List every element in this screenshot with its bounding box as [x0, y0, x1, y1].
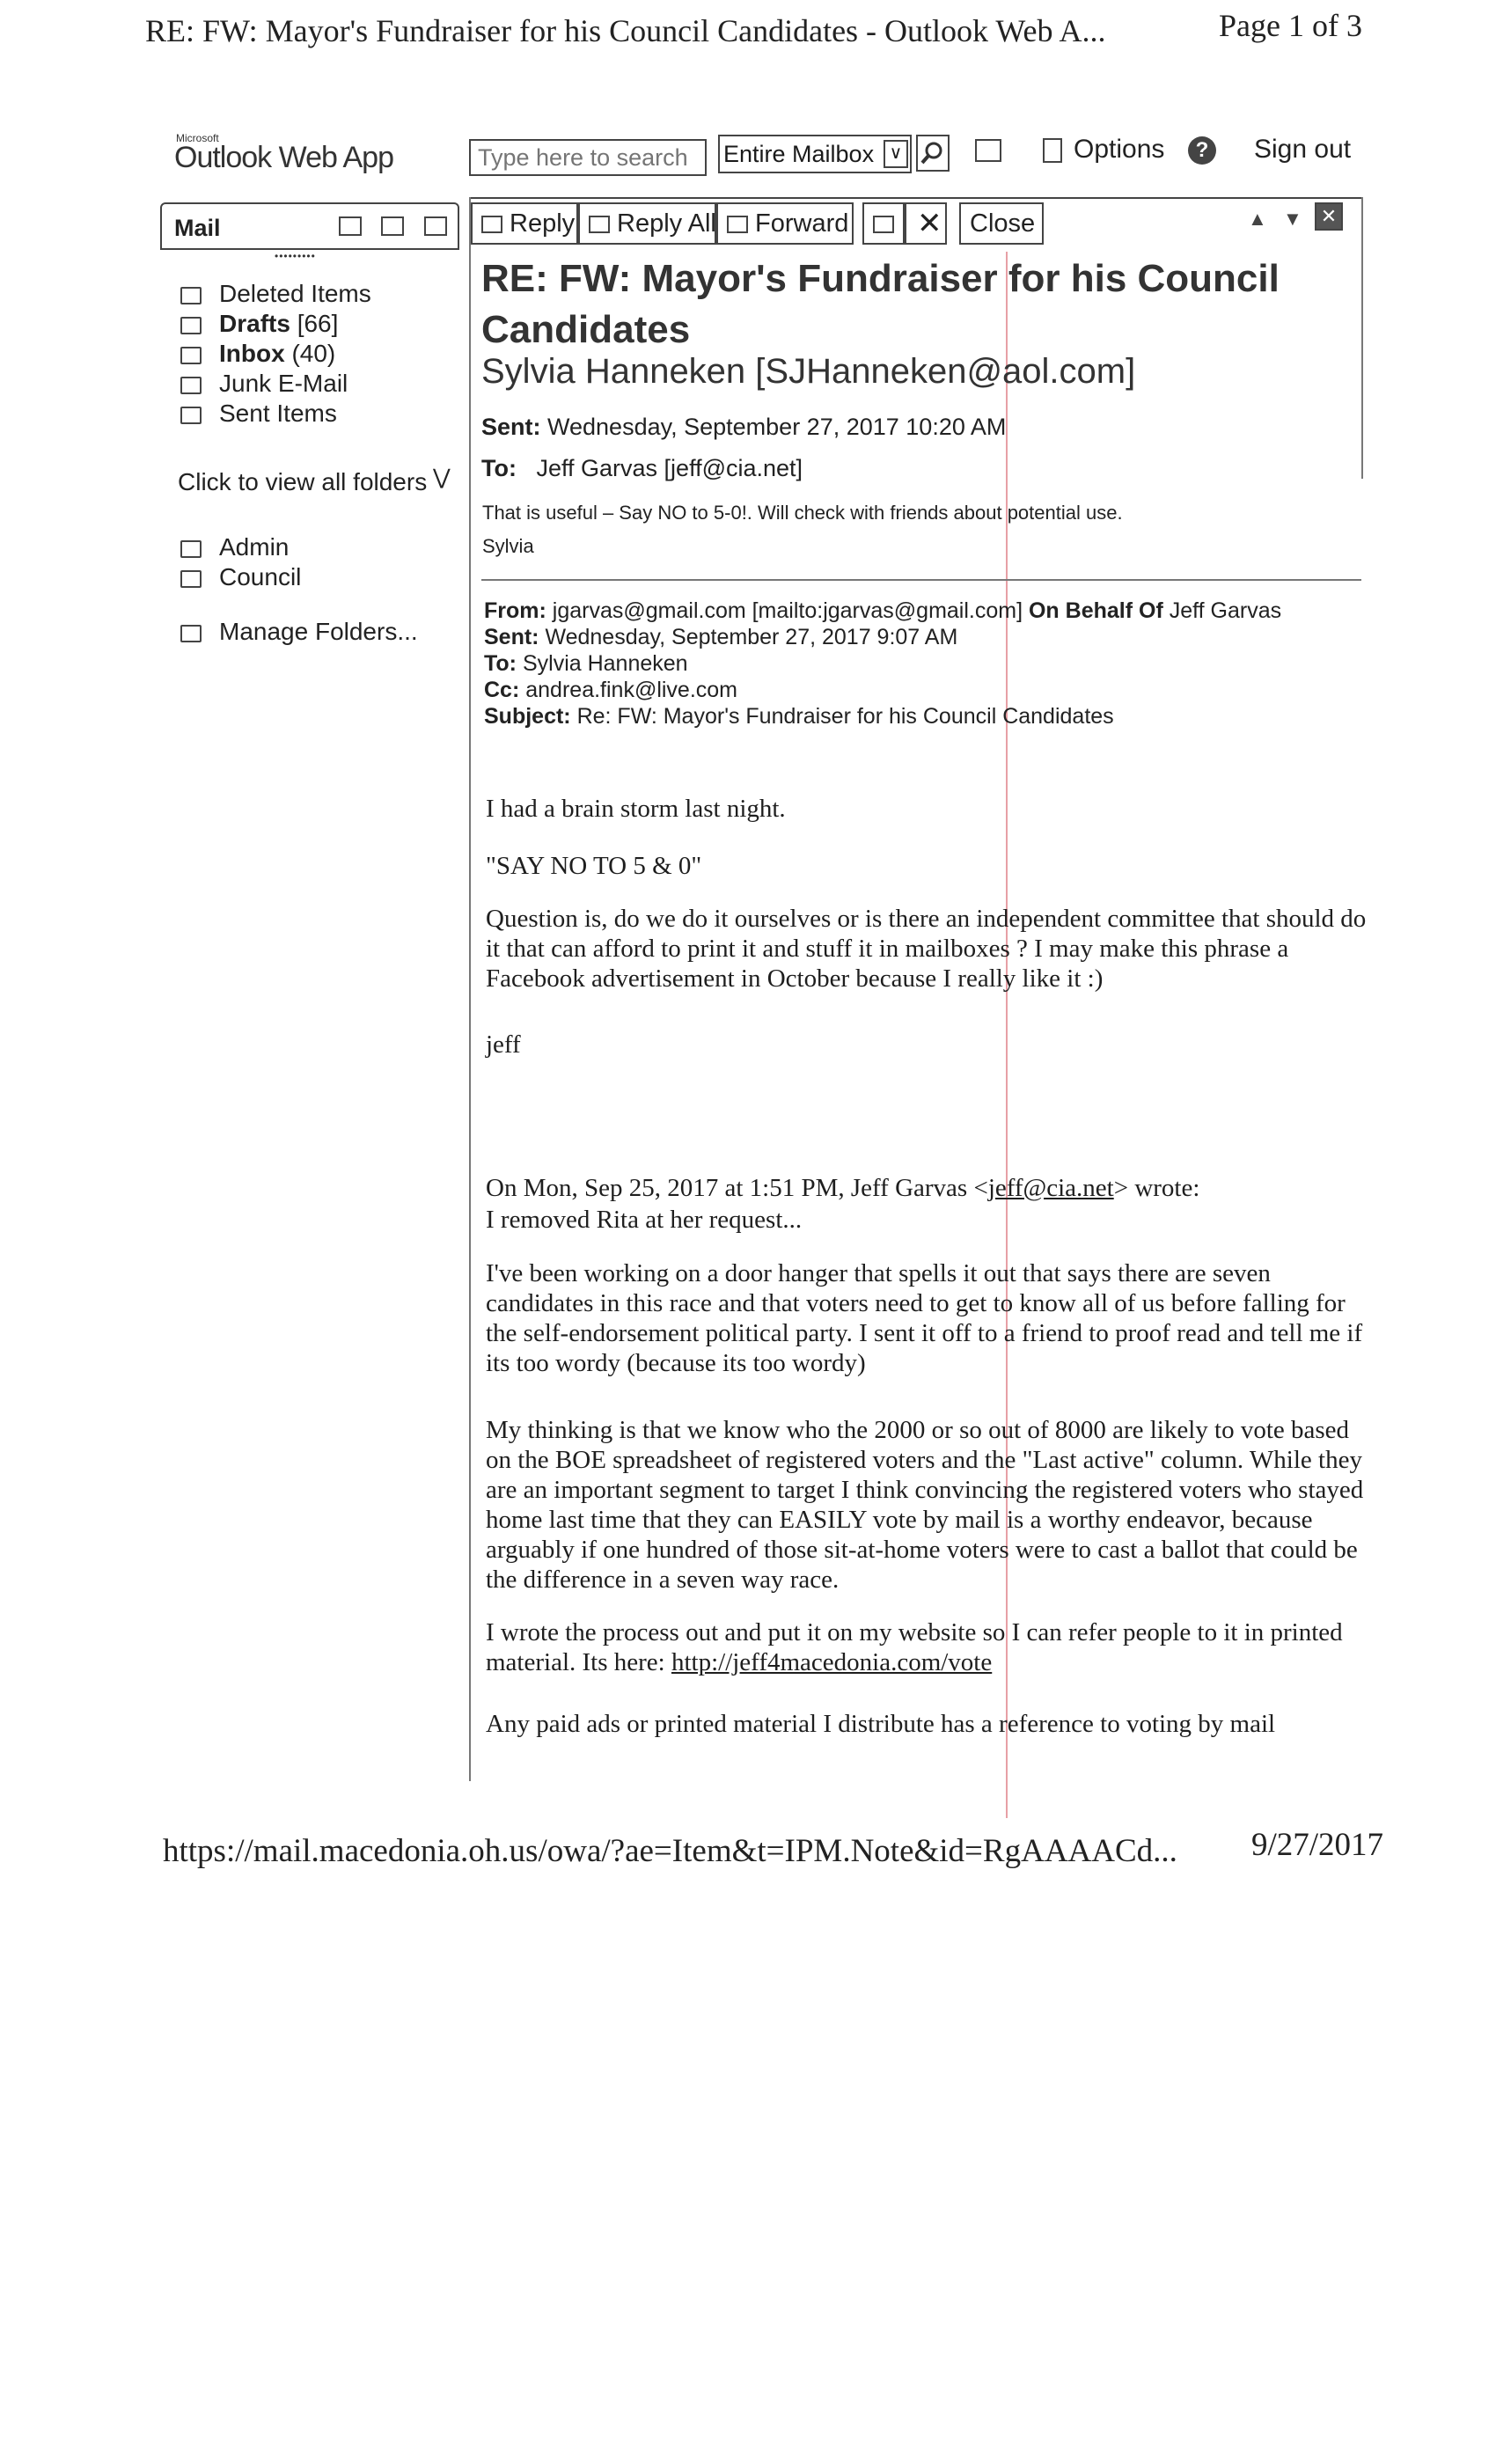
move-icon: [873, 216, 894, 233]
email-link[interactable]: jeff@cia.net: [987, 1174, 1114, 1202]
recipient[interactable]: Jeff Garvas [jeff@cia.net]: [536, 455, 803, 481]
folder-sent-items[interactable]: Sent Items: [180, 400, 337, 428]
drafts-icon: [180, 317, 202, 334]
chevron-down-icon[interactable]: ∨: [884, 140, 908, 168]
folder-admin[interactable]: Admin: [180, 533, 289, 561]
address-book-icon[interactable]: [975, 139, 1001, 162]
previous-item-icon[interactable]: ▲: [1248, 208, 1267, 230]
sign-out-link[interactable]: Sign out: [1254, 135, 1352, 164]
print-date: 9/27/2017: [1251, 1827, 1384, 1863]
forward-icon: [727, 216, 748, 233]
resize-handle[interactable]: •••••••••: [275, 250, 316, 262]
message-sender: Sylvia Hanneken [SJHanneken@aol.com]: [481, 352, 1136, 391]
calendar-icon[interactable]: [381, 216, 404, 236]
search-icon: [918, 136, 948, 170]
next-item-icon[interactable]: ▼: [1283, 208, 1302, 230]
delete-icon[interactable]: ✕: [905, 202, 947, 245]
body-paragraph: I've been working on a door hanger that spells it out that says there are seven candidates in this race and that voters need to get to know all of us before falling for the self-endorsement political party. I sent it off to a friend to proof read and tell me if its too wordy (because its too wordy): [486, 1259, 1363, 1377]
sent-icon: [180, 407, 202, 424]
reading-pane-border: [1361, 197, 1363, 479]
microsoft-logo-text: Microsoft: [176, 132, 219, 144]
app-logo: Outlook Web App: [174, 141, 393, 174]
body-paragraph: I wrote the process out and put it on my website so I can refer people to it in printed material. Its here: http://jeff4macedonia.com/vote: [486, 1618, 1343, 1676]
search-scope-value: Entire Mailbox: [723, 141, 875, 167]
quote-divider: [481, 579, 1361, 581]
folder-icon: [180, 570, 202, 588]
message-subject: RE: FW: Mayor's Fundraiser for his Council Candidates: [481, 257, 1280, 351]
view-all-folders-link[interactable]: Click to view all folders: [178, 468, 428, 495]
reply-attribution: On Mon, Sep 25, 2017 at 1:51 PM, Jeff Garvas <jeff@cia.net> wrote:: [486, 1174, 1200, 1202]
search-scope-select[interactable]: [718, 135, 912, 173]
message-to-line: To: Jeff Garvas [jeff@cia.net]: [481, 455, 803, 481]
close-icon[interactable]: ✕: [1315, 202, 1343, 231]
body-paragraph: I removed Rita at her request...: [486, 1206, 803, 1234]
print-url: https://mail.macedonia.oh.us/owa/?ae=Item&t=IPM.Note&id=RgAAAACd...: [163, 1833, 1177, 1869]
mail-title: Mail: [174, 215, 221, 241]
new-mail-icon[interactable]: [339, 216, 362, 236]
body-paragraph: "SAY NO TO 5 & 0": [486, 852, 702, 880]
quoted-cc: Cc: andrea.fink@live.com: [484, 678, 738, 702]
search-input[interactable]: [469, 139, 707, 176]
reply-button[interactable]: Reply: [471, 202, 578, 245]
reading-pane-border: [469, 197, 1361, 199]
print-title: RE: FW: Mayor's Fundraiser for his Council Candidates - Outlook Web A...: [145, 13, 1106, 48]
folder-icon: [180, 540, 202, 558]
body-paragraph: Question is, do we do it ourselves or is there an independent committee that should do it that can afford to print it and stuff it in mailboxes ? I may make this phrase a Facebook advertisement in October because I really like it :): [486, 905, 1367, 993]
forward-button[interactable]: Forward: [716, 202, 854, 245]
double-chevron-down-icon[interactable]: ⋁: [433, 466, 451, 489]
close-button[interactable]: Close: [959, 202, 1044, 245]
trash-icon: [180, 287, 202, 304]
search-button[interactable]: [916, 135, 950, 172]
reply-all-icon: [589, 216, 610, 233]
website-link[interactable]: http://jeff4macedonia.com/vote: [671, 1648, 993, 1676]
print-page-number: Page 1 of 3: [1219, 8, 1362, 43]
junk-icon: [180, 377, 202, 394]
message-sent-line: Sent: Wednesday, September 27, 2017 10:20 AM: [481, 414, 1007, 440]
manage-folders-icon: [180, 625, 202, 642]
folder-junk[interactable]: Junk E-Mail: [180, 370, 348, 398]
inbox-icon: [180, 347, 202, 364]
quoted-from: From: jgarvas@gmail.com [mailto:jgarvas@gmail.com] On Behalf Of Jeff Garvas: [484, 598, 1282, 623]
move-button[interactable]: [862, 202, 905, 245]
body-paragraph: My thinking is that we know who the 2000 or so out of 8000 are likely to vote based on the BOE spreadsheet of registered voters and the "Last active" column. While they are an important segment to target I think convincing the registered voters who stayed home last time that they can EASILY vote by mail is a worthy endeavor, because arguably if one hundred of those sit-at-home voters were to cast a ballot that could be the difference in a seven way race.: [486, 1416, 1364, 1594]
folder-drafts[interactable]: Drafts [66]: [180, 310, 338, 338]
quoted-to: To: Sylvia Hanneken: [484, 651, 688, 676]
contacts-icon[interactable]: [424, 216, 447, 236]
quoted-subject: Subject: Re: FW: Mayor's Fundraiser for his Council Candidates: [484, 704, 1114, 729]
reading-pane-border: [469, 197, 471, 1781]
body-paragraph: jeff: [486, 1030, 521, 1059]
options-icon[interactable]: [1043, 138, 1062, 163]
body-paragraph: I had a brain storm last night.: [486, 795, 786, 823]
message-signature: Sylvia: [482, 535, 534, 557]
folder-deleted-items[interactable]: Deleted Items: [180, 280, 371, 308]
options-link[interactable]: Options: [1074, 135, 1165, 164]
manage-folders-link[interactable]: Manage Folders...: [180, 618, 418, 646]
reply-all-button[interactable]: Reply All: [578, 202, 716, 245]
quoted-sent: Sent: Wednesday, September 27, 2017 9:07 AM: [484, 625, 958, 649]
reply-icon: [481, 216, 502, 233]
folder-council[interactable]: Council: [180, 563, 301, 591]
body-paragraph: Any paid ads or printed material I distribute has a reference to voting by mail: [486, 1710, 1276, 1738]
message-body-line: That is useful – Say NO to 5-0!. Will check with friends about potential use.: [482, 502, 1123, 524]
help-icon[interactable]: ?: [1188, 136, 1216, 165]
folder-inbox[interactable]: Inbox (40): [180, 340, 335, 368]
